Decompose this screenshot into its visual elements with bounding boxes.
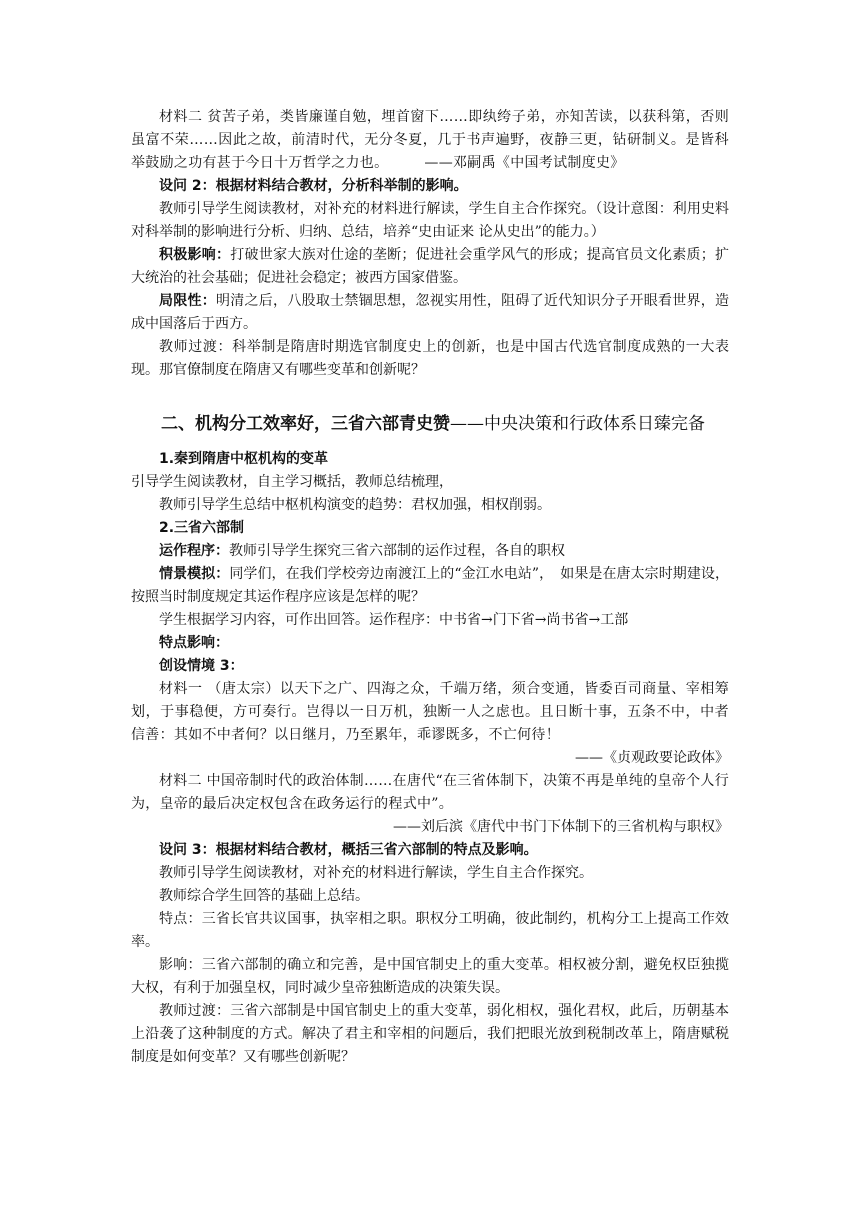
teacher-transition-2: 教师过渡：三省六部制是中国官制史上的重大变革，弱化相权，强化君权，此后，历朝基本上沿袭了这种制度的方式。解决了君主和宰相的问题后，我们把眼光放到税制改革上，隋唐赋税制度是如何变革？又有哪些创新呢？ xyxy=(131,1003,729,1065)
paragraph-trend: 教师引导学生总结中枢机构演变的趋势：君权加强，相权削弱。 xyxy=(159,497,551,513)
material-one-source: ——《贞观政要论政体》 xyxy=(575,750,729,766)
student-answer: 学生根据学习内容，可作出回答。运作程序：中书省→门下省→尚书省→工部 xyxy=(159,612,629,628)
positive-impact: 积极影响：打破世家大族对仕途的垄断；促进社会重学风气的形成；提高官员文化素质；扩大统治的社会基础；促进社会稳定；被西方国家借鉴。 xyxy=(131,247,730,286)
paragraph-guide-read: 引导学生阅读教材，自主学习概括，教师总结梳理， xyxy=(131,474,453,490)
scene-label: 创设情境 3： xyxy=(159,658,244,674)
material-two-source: ——邓嗣禹《中国考试制度史》 xyxy=(424,155,625,171)
material-two-source-2: ——刘后滨《唐代中书门下体制下的三省机构与职权》 xyxy=(393,819,729,835)
impact-text: 影响：三省六部制的确立和完善，是中国官制史上的重大变革。相权被分割，避免权臣独揽大权，有利于加强皇权，同时减少皇帝独断造成的决策失误。 xyxy=(131,957,729,996)
section2-body xyxy=(131,448,729,1069)
teacher-guide-2: 教师引导学生阅读教材，对补充的材料进行解读，学生自主合作探究。 xyxy=(159,865,593,881)
section-2-heading: 二、机构分工效率好，三省六部青史赞——中央决策和行政体系日臻完备 xyxy=(161,414,705,434)
scenario-simulation: 情景模拟：同学们，在我们学校旁边南渡江上的“金江水电站”， 如果是在唐太宗时期建设，按照当时制度规定其运作程序应该是怎样的呢？ xyxy=(131,566,730,605)
material-two-quote-2: 材料二 中国帝制时代的政治体制……在唐代“在三省体制下，决策不再是单纯的皇帝个人行为，皇帝的最后决定权包含在政务运行的程式中”。 xyxy=(131,773,729,812)
teacher-transition-1: 教师过渡：科举制是隋唐时期选官制度史上的创新，也是中国古代选官制度成熟的一大表现。那官僚制度在隋唐又有哪些变革和创新呢？ xyxy=(131,339,729,378)
material-two-quote: 材料二 贫苦子弟，类皆廉谨自勉，埋首窗下……即纨绔子弟，亦知苦读，以获科第，否则虽富不荣……因此之故，前清时代，无分冬夏，几于书声遍野，夜静三更，钻研制义。是皆科举鼓励之功有甚于今日十万哲学之力也。 ——邓嗣禹《中国考试制度史》 xyxy=(131,109,729,171)
limitation: 局限性：明清之后，八股取士禁锢思想，忽视实用性，阻碍了近代知识分子开眼看世界，造成中国落后于西方。 xyxy=(131,293,730,332)
operation-procedure: 运作程序：教师引导学生探究三省六部制的运作过程，各自的职权 xyxy=(159,543,565,559)
question-2: 设问 2：根据材料结合教材，分析科举制的影响。 xyxy=(159,178,468,194)
material-one-quote: 材料一 （唐太宗）以天下之广、四海之众，千端万绪，须合变通，皆委百司商量、宰相筹划，于事稳便，方可奏行。岂得以一日万机，独断一人之虑也。且日断十事，五条不中，中者信善：其如不中者何？以日继月，乃至累年，乖谬既多，不亡何待！ xyxy=(131,681,729,743)
features-label: 特点影响： xyxy=(159,635,229,651)
subheading-1: 1.秦到隋唐中枢机构的变革 xyxy=(159,451,329,467)
subheading-2: 2.三省六部制 xyxy=(159,520,245,536)
question-3: 设问 3：根据材料结合教材，概括三省六部制的特点及影响。 xyxy=(159,842,538,858)
teacher-guide-1: 教师引导学生阅读教材，对补充的材料进行解读，学生自主合作探究。（设计意图：利用史料对科举制的影响进行分析、归纳、总结，培养“史由证来 论从史出”的能力。） xyxy=(131,201,729,240)
teacher-summary: 教师综合学生回答的基础上总结。 xyxy=(159,888,369,904)
feature-text: 特点：三省长官共议国事，执宰相之职。职权分工明确，彼此制约，机构分工上提高工作效率。 xyxy=(131,911,729,950)
section1-body xyxy=(131,106,729,382)
